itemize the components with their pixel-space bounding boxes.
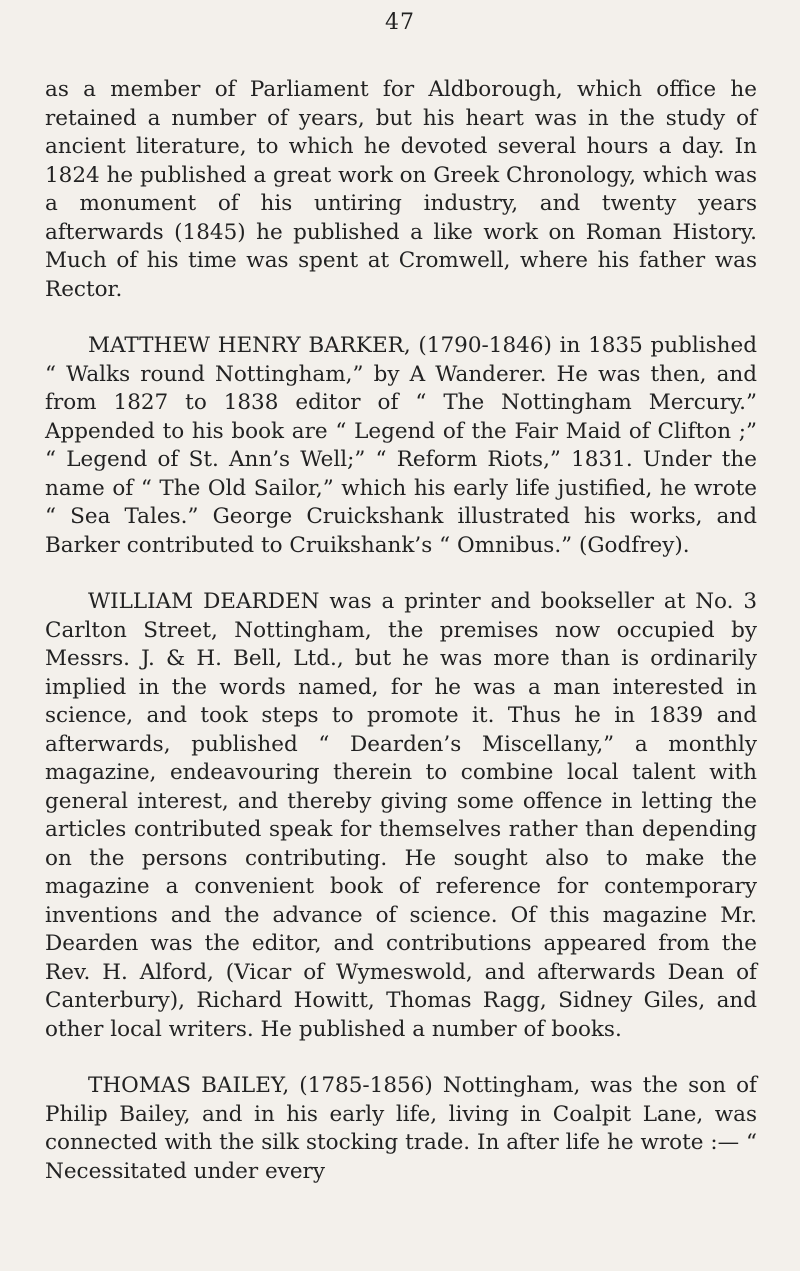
paragraph-william-dearden: WILLIAM DEARDEN was a printer and bookseller at No. 3 Carlton Street, Nottingham, the premises now occupied by Messrs. J. & H. Bell, Ltd., but he was more than is ordinarily implied in the words named, for he was a man interested in science, and took steps to promote it. Thus he in 1839 and afterwards, published “ Dearden’s Miscellany,” a monthly magazine, endeavouring therein to combine local talent with general interest, and thereby giving some offence in letting the articles contributed speak for themselves rather than depending on the persons contributing. He sought also to make the magazine a convenient book of reference for contemporary inventions and the advance of science. Of this magazine Mr. Dearden was the editor, and contributions appeared from the Rev. H. Alford, (Vicar of Wymeswold, and afterwards Dean of Canterbury), Richard Howitt, Thomas Ragg, Sidney Giles, and other local writers. He published a number of books. [45, 589, 757, 1042]
paragraph-matthew-henry-barker: MATTHEW HENRY BARKER, (1790-1846) in 1835 published “ Walks round Nottingham,” by A Wanderer. He was then, and from 1827 to 1838 editor of “ The Nottingham Mercury.” Appended to his book are “ Legend of the Fair Maid of Clifton ;” “ Legend of St. Ann’s Well;” “ Reform Riots,” 1831. Under the name of “ The Old Sailor,” which his early life justified, he wrote “ Sea Tales.” George Cruickshank illustrated his works, and Barker contributed to Cruikshank’s “ Omnibus.” (Godfrey). [45, 333, 757, 558]
paragraph-thomas-bailey: THOMAS BAILEY, (1785-1856) Nottingham, was the son of Philip Bailey, and in his early life, living in Coalpit Lane, was connected with the silk stocking trade. In after life he wrote :— “ Necessitated under every [45, 1073, 757, 1184]
page-number: 47 [385, 10, 415, 35]
paragraph-aldborough: as a member of Parliament for Aldborough, which office he retained a number of years, but his heart was in the study of ancient literature, to which he devoted several hours a day. In 1824 he published a great work on Greek Chronology, which was a monument of his untiring industry, and twenty years afterwards (1845) he published a like work on Roman History. Much of his time was spent at Cromwell, where his father was Rector. [45, 77, 757, 302]
page-body [45, 76, 757, 1186]
